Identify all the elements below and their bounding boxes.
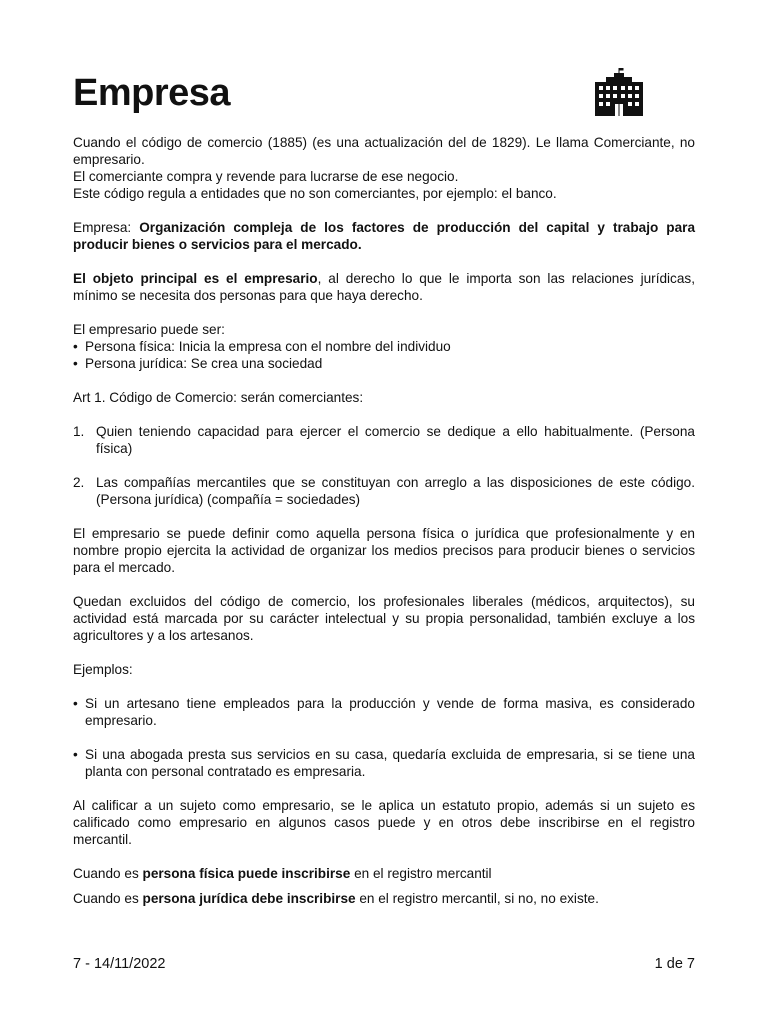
object-rest: , al derecho lo que le importa son las relaciones jurídicas, mínimo se necesita dos personas para que haya derecho. [73, 271, 695, 303]
item-number: 2. [73, 475, 85, 490]
item-number: 1. [73, 424, 85, 439]
text-run: Cuando es [73, 891, 143, 906]
document-page [73, 0, 695, 1024]
list-item: • Persona física: Inicia la empresa con el nombre del individuo [73, 338, 695, 355]
numbered-item [73, 423, 695, 457]
paragraph: Al calificar a un sujeto como empresario, se le aplica un estatuto propio, además si un sujeto es calificado como empresario en algunos casos puede y en otros debe inscribirse en el registro mercantil. [73, 798, 695, 847]
object-bold: El objeto principal es el empresario [73, 271, 318, 286]
page-number: 1 de 7 [654, 956, 695, 972]
page-footer [73, 956, 695, 972]
list-item: • Persona jurídica: Se crea una sociedad [73, 355, 695, 372]
paragraph: Quedan excluidos del código de comercio, los profesionales liberales (médicos, arquitectos), su actividad está marcada por su carácter intelectual y su propia personalidad, también excluye a los agricultores y a los artesanos. [73, 594, 695, 643]
item-text: Quien teniendo capacidad para ejercer el comercio se dedique a ello habitualmente. (Persona física) [96, 424, 695, 456]
paragraph: El empresario puede ser: [73, 322, 225, 337]
paragraph: Cuando el código de comercio (1885) (es una actualización del de 1829). Le llama Comerciante, no empresario. [73, 135, 695, 167]
paragraph [73, 890, 695, 907]
text-run: Cuando es [73, 866, 143, 881]
numbered-item [73, 474, 695, 508]
text-run: en el registro mercantil [350, 866, 492, 881]
text-run-bold: persona jurídica debe inscribirse [142, 891, 356, 906]
footer-date: 7 - 14/11/2022 [73, 956, 166, 972]
list-item: • Si una abogada presta sus servicios en su casa, quedaría excluida de empresaria, si se tiene una planta con personal contratado es empresaria. [73, 746, 695, 780]
text-run-bold: persona física puede inscribirse [142, 866, 351, 881]
document-body [73, 134, 695, 907]
list-item: • Si un artesano tiene empleados para la producción y vende de forma masiva, es considerado empresario. [73, 695, 695, 729]
text-run: en el registro mercantil, si no, no existe. [355, 891, 599, 906]
paragraph: Este código regula a entidades que no son comerciantes, por ejemplo: el banco. [73, 186, 557, 201]
definition-text: Organización compleja de los factores de producción del capital y trabajo para producir bienes o servicios para el mercado. [73, 220, 696, 252]
paragraph: Ejemplos: [73, 662, 133, 677]
page-title: Empresa [73, 72, 231, 114]
paragraph: El comerciante compra y revende para lucrarse de ese negocio. [73, 169, 459, 184]
paragraph [73, 865, 695, 882]
item-text: Las compañías mercantiles que se constituyan con arreglo a las disposiciones de este código. (Persona jurídica) (compañía = sociedades) [96, 475, 695, 507]
definition-paragraph [73, 219, 695, 253]
definition-label: Empresa: [73, 220, 140, 235]
object-paragraph [73, 270, 695, 304]
paragraph: Art 1. Código de Comercio: serán comerciantes: [73, 390, 364, 405]
building-icon [593, 68, 645, 116]
paragraph: El empresario se puede definir como aquella persona física o jurídica que profesionalmente y en nombre propio ejercita la actividad de organizar los medios precisos para producir bienes o servicios para el mercado. [73, 526, 695, 575]
